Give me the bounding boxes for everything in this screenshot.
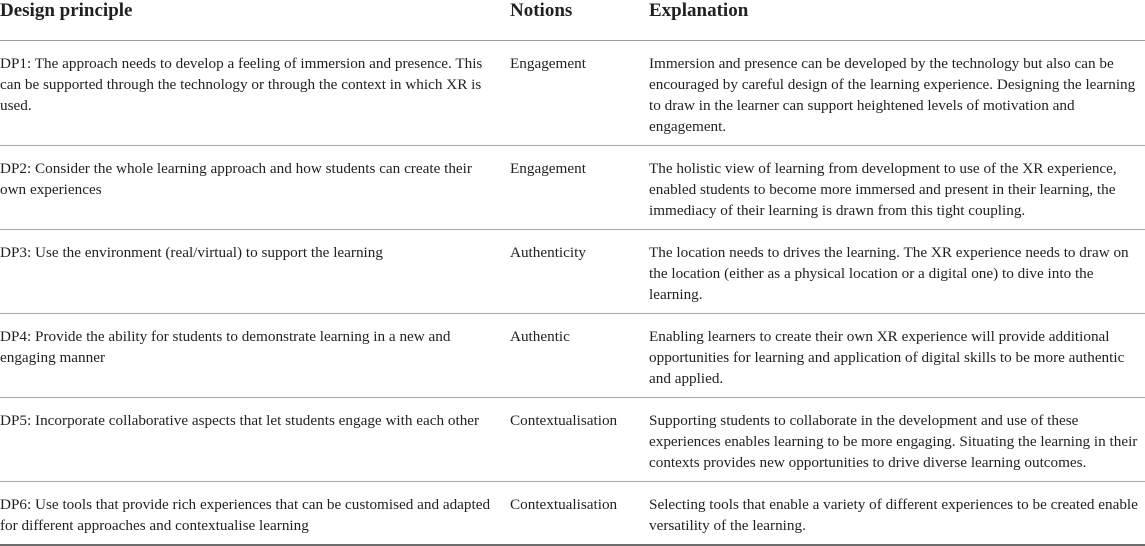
explanation-cell: Enabling learners to create their own XR experience will provide additional opportunities for learning and application of digital skills to be more authentic and applied. bbox=[640, 314, 1145, 398]
explanation-cell: Selecting tools that enable a variety of different experiences to be created enable versatility of the learning. bbox=[640, 482, 1145, 546]
table-row bbox=[0, 482, 1145, 546]
notion-cell: Contextualisation bbox=[500, 482, 640, 546]
table-row bbox=[0, 230, 1145, 314]
explanation-cell: Immersion and presence can be developed by the technology but also can be encouraged by careful design of the learning experience. Designing the learning to draw in the learner can support heightened levels of motivation and engagement. bbox=[640, 41, 1145, 146]
table-body bbox=[0, 41, 1145, 546]
header-row bbox=[0, 0, 1145, 41]
notion-cell: Engagement bbox=[500, 41, 640, 146]
principle-cell: DP3: Use the environment (real/virtual) to support the learning bbox=[0, 230, 500, 314]
notion-cell: Engagement bbox=[500, 146, 640, 230]
explanation-cell: Supporting students to collaborate in the development and use of these experiences enables learning to be more engaging. Situating the learning in their contexts provides new opportunities to drive diverse learning outcomes. bbox=[640, 398, 1145, 482]
notion-cell: Contextualisation bbox=[500, 398, 640, 482]
explanation-cell: The location needs to drives the learning. The XR experience needs to draw on the location (either as a physical location or a digital one) to dive into the learning. bbox=[640, 230, 1145, 314]
principle-cell: DP5: Incorporate collaborative aspects that let students engage with each other bbox=[0, 398, 500, 482]
header-design-principle: Design principle bbox=[0, 0, 500, 41]
notion-cell: Authenticity bbox=[500, 230, 640, 314]
principle-cell: DP4: Provide the ability for students to demonstrate learning in a new and engaging manner bbox=[0, 314, 500, 398]
table-row bbox=[0, 41, 1145, 146]
notion-cell: Authentic bbox=[500, 314, 640, 398]
principle-cell: DP2: Consider the whole learning approach and how students can create their own experiences bbox=[0, 146, 500, 230]
table-row bbox=[0, 398, 1145, 482]
header-explanation: Explanation bbox=[640, 0, 1145, 41]
table-row bbox=[0, 314, 1145, 398]
explanation-cell: The holistic view of learning from development to use of the XR experience, enabled students to become more immersed and present in their learning, the immediacy of their learning is drawn from this tight coupling. bbox=[640, 146, 1145, 230]
table-row bbox=[0, 146, 1145, 230]
header-notions: Notions bbox=[500, 0, 640, 41]
principle-cell: DP6: Use tools that provide rich experiences that can be customised and adapted for different approaches and contextualise learning bbox=[0, 482, 500, 546]
table-header bbox=[0, 0, 1145, 41]
principle-cell: DP1: The approach needs to develop a feeling of immersion and presence. This can be supported through the technology or through the context in which XR is used. bbox=[0, 41, 500, 146]
